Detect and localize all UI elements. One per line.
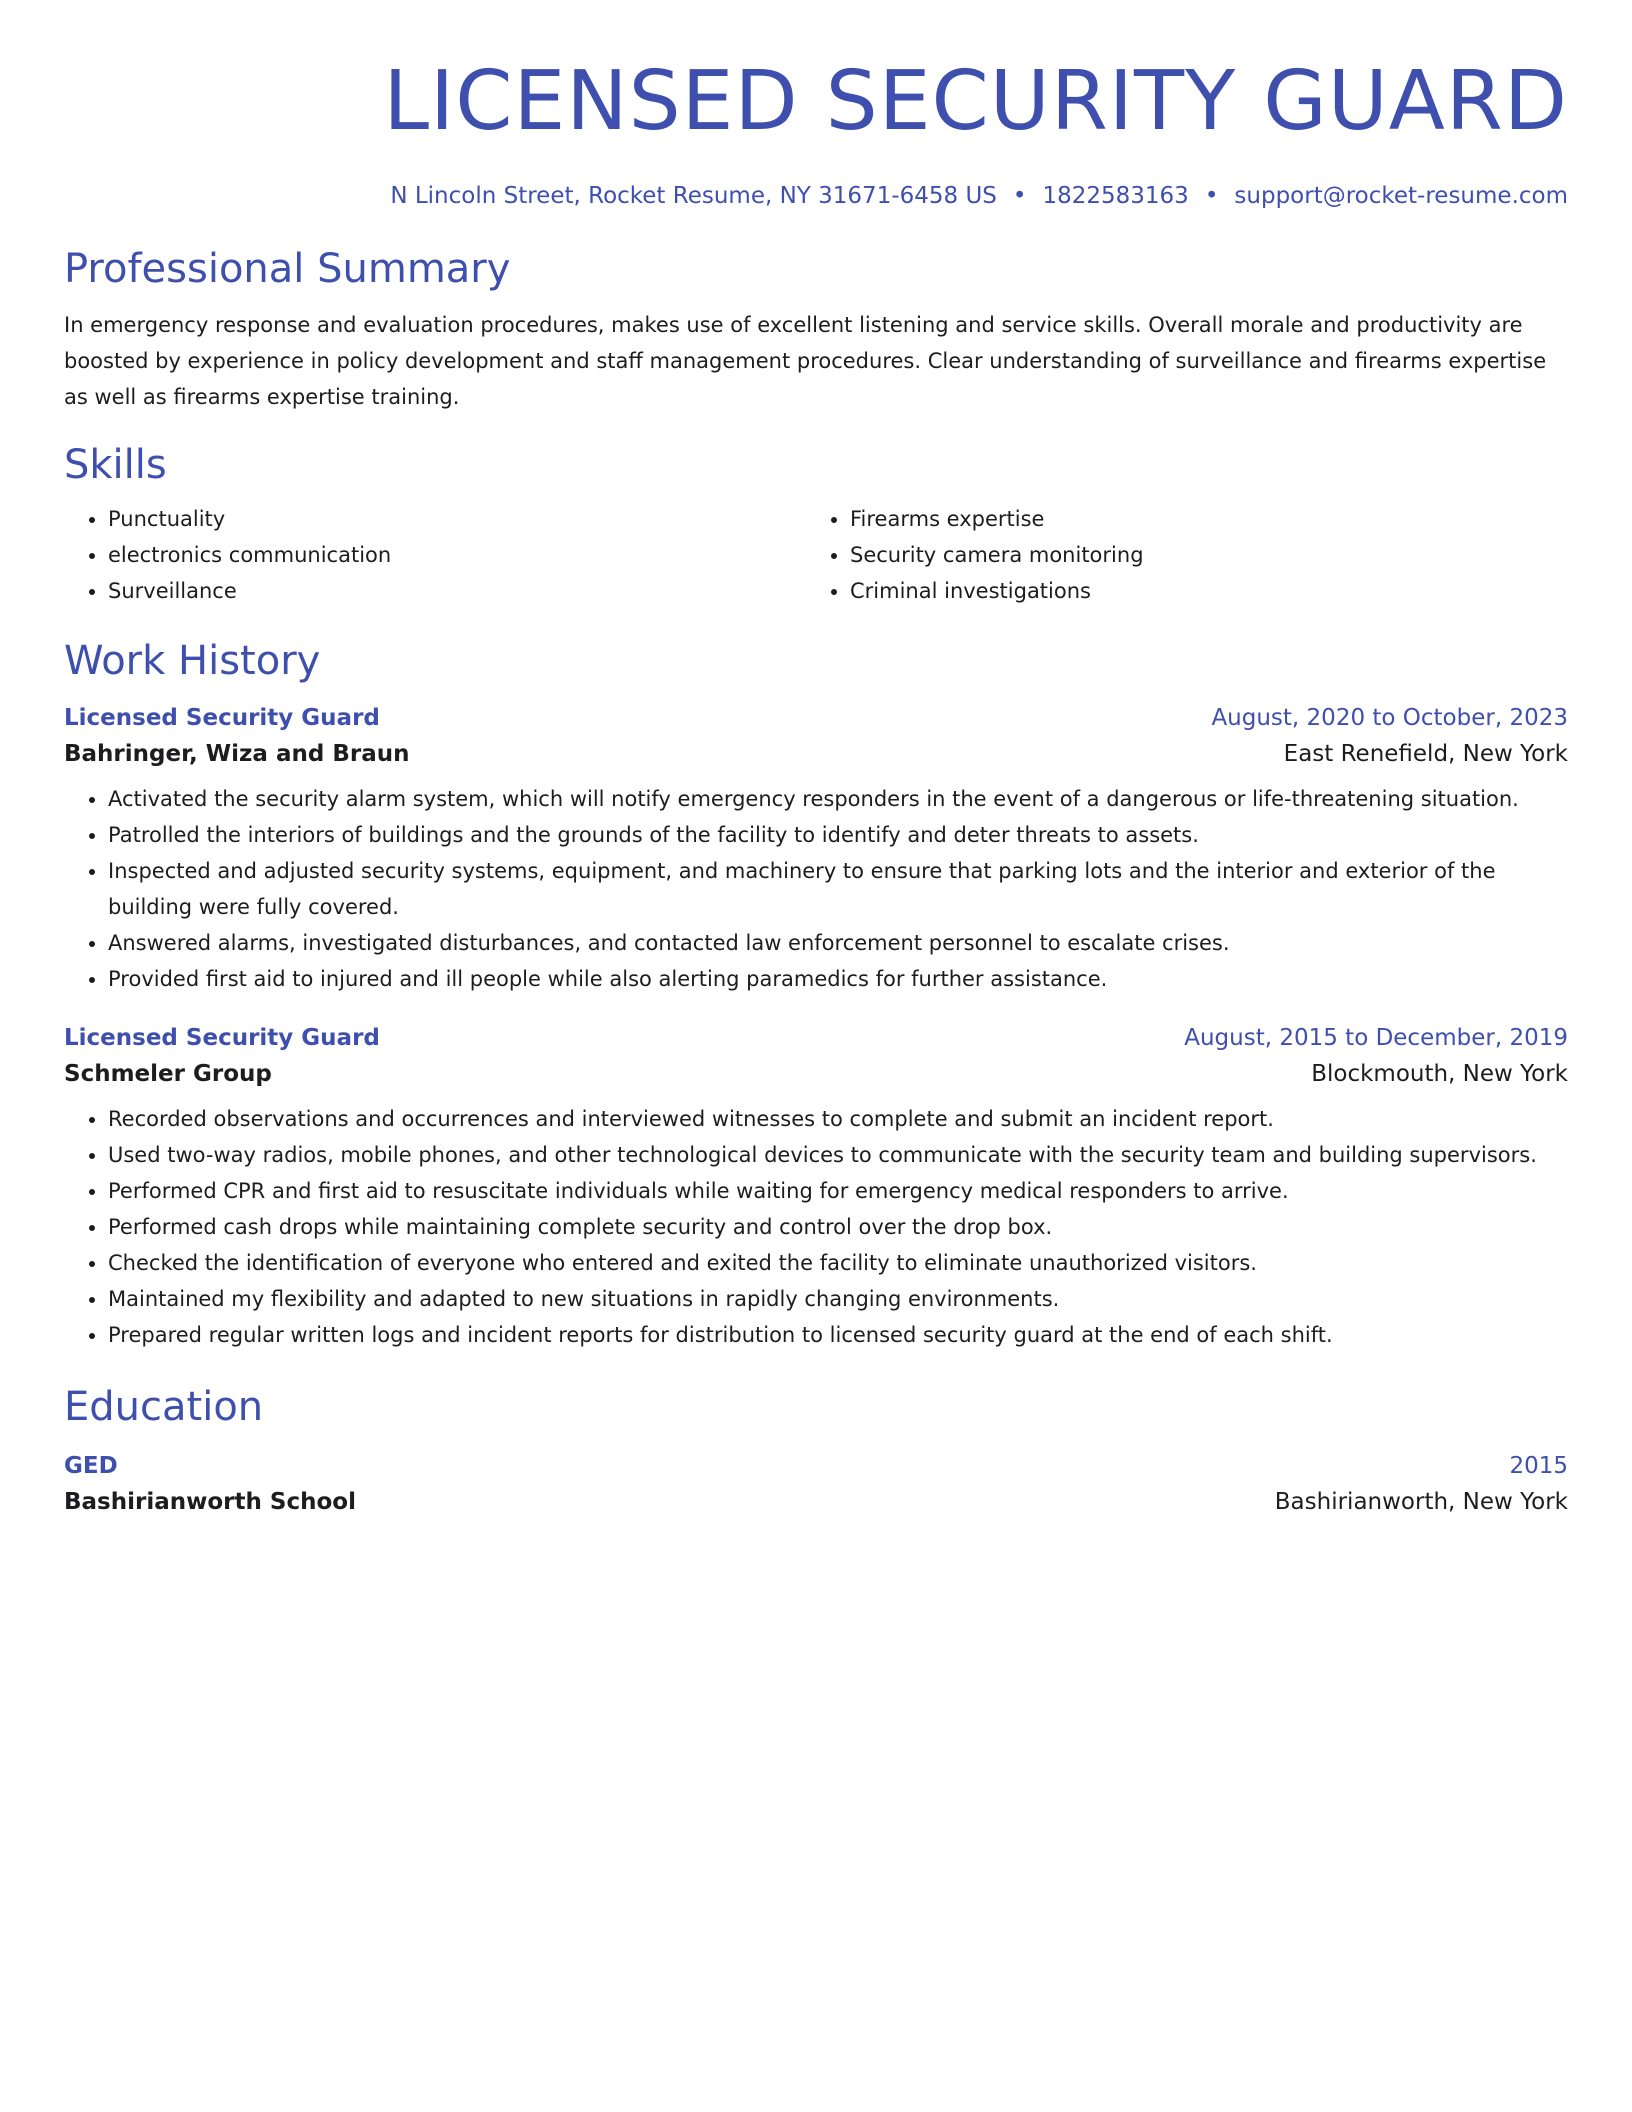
- skill-item: • Punctuality: [108, 501, 806, 537]
- skill-item: • electronics communication: [108, 537, 806, 573]
- summary-text: In emergency response and evaluation procedures, makes use of excellent listening and service skills. Overall morale and productivity are boosted by experience in policy development and staff management procedures. Clear understanding of surveillance and firearms expertise as well as firearms expertise training.: [64, 313, 1547, 409]
- contact-phone: 1822583163: [1042, 183, 1189, 209]
- education-school: Bashirianworth School: [64, 1489, 356, 1515]
- education-degree: GED: [64, 1453, 118, 1479]
- job-duty: • Used two-way radios, mobile phones, and other technological devices to communicate with the security team and building supervisors.: [108, 1137, 1568, 1173]
- education-location: Bashirianworth, New York: [1274, 1489, 1568, 1515]
- job-duty: • Inspected and adjusted security systems, equipment, and machinery to ensure that parking lots and the interior and exterior of the building were fully covered.: [108, 853, 1568, 925]
- contact-email: support@rocket-resume.com: [1234, 183, 1568, 209]
- education-entry: [64, 1453, 1568, 1515]
- job-duty: • Performed cash drops while maintaining complete security and control over the drop box.: [108, 1209, 1568, 1245]
- job-duty: • Provided first aid to injured and ill people while also alerting paramedics for further assistance.: [108, 961, 1568, 997]
- skill-item: • Criminal investigations: [850, 573, 1548, 609]
- resume-name: LICENSED SECURITY GUARD: [383, 54, 1568, 149]
- contact-address: N Lincoln Street, Rocket Resume, NY 31671-6458 US: [390, 183, 997, 209]
- skills-column-right: [806, 501, 1548, 609]
- job-duties: [64, 1101, 1568, 1353]
- section-title-summary: Professional Summary: [64, 246, 511, 292]
- job-duty: • Answered alarms, investigated disturbances, and contacted law enforcement personnel to escalate crises.: [108, 925, 1568, 961]
- skill-item: • Firearms expertise: [850, 501, 1548, 537]
- job-dates: August, 2015 to December, 2019: [1184, 1025, 1568, 1051]
- job-duty: • Checked the identification of everyone who entered and exited the facility to eliminate unauthorized visitors.: [108, 1245, 1568, 1281]
- job-duty: • Maintained my flexibility and adapted to new situations in rapidly changing environments.: [108, 1281, 1568, 1317]
- job-employer: Schmeler Group: [64, 1061, 272, 1087]
- section-title-skills: Skills: [64, 442, 167, 488]
- job-duty: • Prepared regular written logs and incident reports for distribution to licensed security guard at the end of each shift.: [108, 1317, 1568, 1353]
- section-title-work-history: Work History: [64, 638, 321, 684]
- contact-separator: •: [1204, 183, 1219, 209]
- job-location: Blockmouth, New York: [1311, 1061, 1568, 1087]
- skill-item: • Security camera monitoring: [850, 537, 1548, 573]
- contact-line: [64, 183, 1568, 213]
- job-dates: August, 2020 to October, 2023: [1211, 705, 1568, 731]
- job-duties: [64, 781, 1568, 997]
- job-title: Licensed Security Guard: [64, 705, 380, 731]
- section-title-education: Education: [64, 1384, 264, 1430]
- job-title: Licensed Security Guard: [64, 1025, 380, 1051]
- skills-list: [64, 501, 1568, 609]
- skills-column-left: [64, 501, 806, 609]
- education-year: 2015: [1509, 1453, 1568, 1479]
- job-entry: [64, 1025, 1568, 1353]
- job-entry: [64, 705, 1568, 997]
- job-duty: • Activated the security alarm system, which will notify emergency responders in the event of a dangerous or life-threatening situation.: [108, 781, 1568, 817]
- job-duty: • Recorded observations and occurrences and interviewed witnesses to complete and submit an incident report.: [108, 1101, 1568, 1137]
- job-duty: • Patrolled the interiors of buildings and the grounds of the facility to identify and deter threats to assets.: [108, 817, 1568, 853]
- job-location: East Renefield, New York: [1283, 741, 1568, 767]
- job-employer: Bahringer, Wiza and Braun: [64, 741, 410, 767]
- resume-page: [64, 0, 1568, 1515]
- job-duty: • Performed CPR and first aid to resuscitate individuals while waiting for emergency medical responders to arrive.: [108, 1173, 1568, 1209]
- skill-item: • Surveillance: [108, 573, 806, 609]
- contact-separator: •: [1012, 183, 1027, 209]
